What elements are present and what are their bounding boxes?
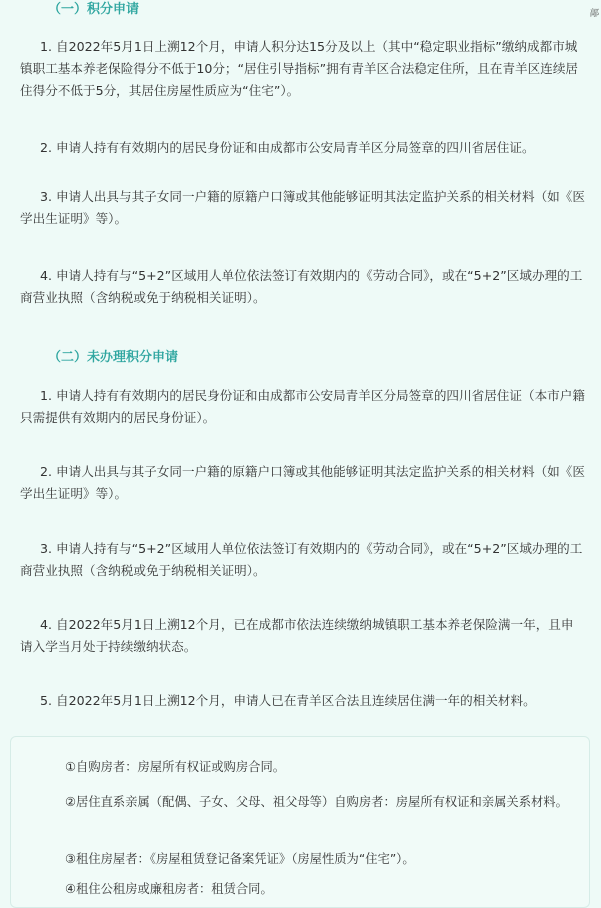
note-item-4: ④租住公租房或廉租房者：租赁合同。 (65, 882, 273, 896)
paragraph-points-1: 1. 自2022年5月1日上溯12个月，申请人积分达15分及以上（其中“稳定职业指标”缴纳成都市城镇职工基本养老保险得分不低于10分；“居住引导指标”拥有青羊区合法稳定住所，且在青羊区连续居住得分不低于5分，其居住房屋性质应为“住宅”）。 (20, 39, 579, 98)
paragraph-no-points-3: 3. 申请人持有与“5+2”区域用人单位依法签订有效期内的《劳动合同》，或在“5+2”区域办理的工商营业执照（含纳税或免于纳税相关证明）。 (20, 541, 583, 578)
note-item-2: ②居住直系亲属（配偶、子女、父母、祖父母等）自购房者：房屋所有权证和亲属关系材料。 (65, 795, 568, 809)
housing-notes-box (10, 736, 590, 908)
edge-character: 鄗 (589, 9, 599, 19)
paragraph-points-3: 3. 申请人出具与其子女同一户籍的原籍户口簿或其他能够证明其法定监护关系的相关材料（如《医学出生证明》等）。 (20, 189, 585, 226)
paragraph-no-points-2: 2. 申请人出具与其子女同一户籍的原籍户口簿或其他能够证明其法定监护关系的相关材料（如《医学出生证明》等）。 (20, 464, 585, 501)
note-item-1: ①自购房者：房屋所有权证或购房合同。 (65, 760, 286, 774)
section-title-points: （一）积分申请 (48, 2, 140, 17)
section-title-no-points: （二）未办理积分申请 (48, 350, 179, 365)
note-item-3: ③租住房屋者：《房屋租赁登记备案凭证》（房屋性质为“住宅”）。 (65, 852, 415, 866)
paragraph-points-4: 4. 申请人持有与“5+2”区域用人单位依法签订有效期内的《劳动合同》，或在“5+2”区域办理的工商营业执照（含纳税或免于纳税相关证明）。 (20, 268, 583, 305)
paragraph-no-points-5: 5. 自2022年5月1日上溯12个月，申请人已在青羊区合法且连续居住满一年的相关材料。 (40, 693, 536, 708)
paragraph-points-2: 2. 申请人持有有效期内的居民身份证和由成都市公安局青羊区分局签章的四川省居住证。 (40, 140, 535, 155)
paragraph-no-points-1: 1. 申请人持有有效期内的居民身份证和由成都市公安局青羊区分局签章的四川省居住证（本市户籍只需提供有效期内的居民身份证）。 (20, 388, 585, 425)
paragraph-no-points-4: 4. 自2022年5月1日上溯12个月，已在成都市依法连续缴纳城镇职工基本养老保险满一年，且申请入学当月处于持续缴纳状态。 (20, 617, 574, 654)
